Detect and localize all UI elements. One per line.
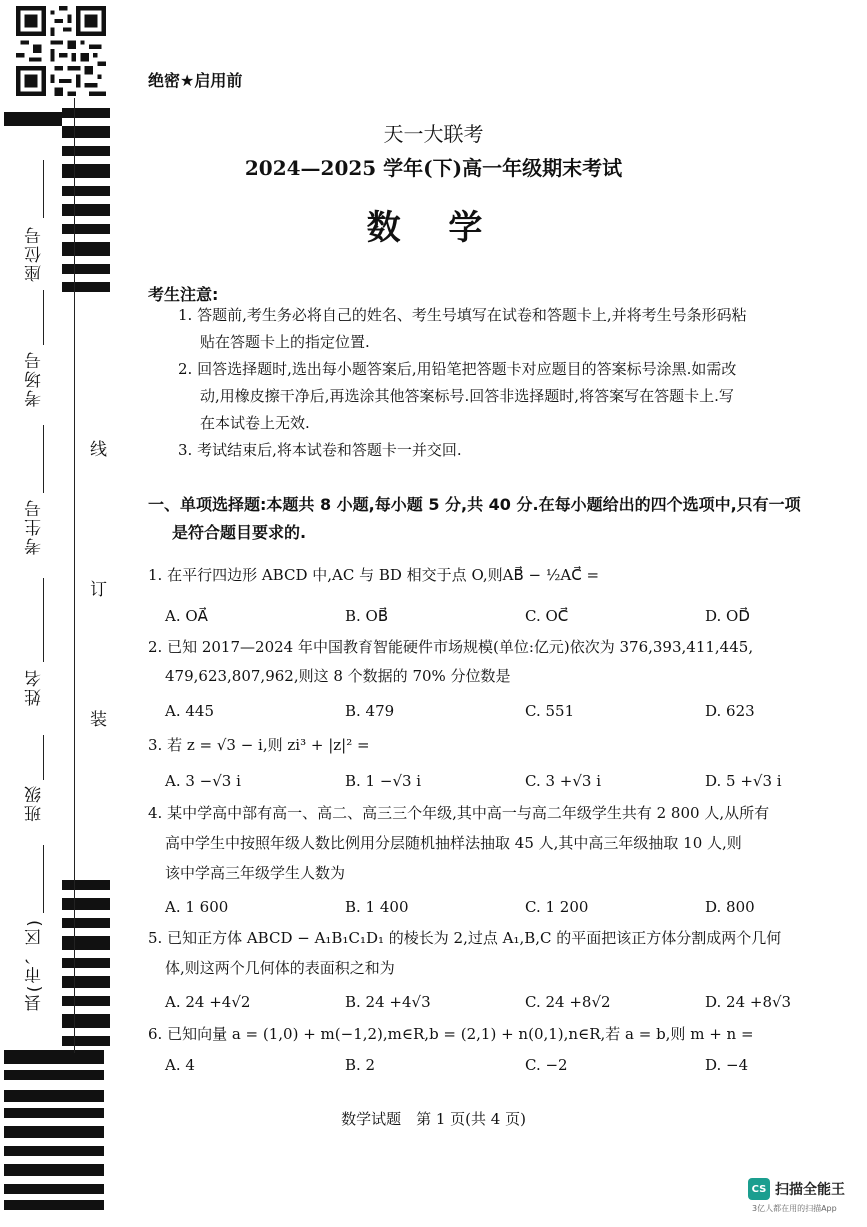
camscanner-icon: CS [748, 1178, 770, 1200]
q2-stem-2: 479,623,807,962,则这 8 个数据的 70% 分位数是 [165, 667, 511, 685]
id-field-label: 考生号 [25, 498, 45, 555]
q5-option-d: D. 24 +8√3 [705, 993, 792, 1011]
binding-char-staple: 订 [86, 580, 106, 597]
notice-item-2a: 2. 回答选择题时,选出每小题答案后,用铅笔把答题卡对应题目的答案标号涂黑.如需改 [178, 360, 737, 378]
room-field-line[interactable] [43, 290, 44, 345]
q2-stem-1: 2. 已知 2017—2024 年中国教育智能硬件市场规模(单位:亿元)依次为 376,393,411,445, [148, 638, 754, 656]
q3-option-a: A. 3 −√3 i [165, 772, 241, 790]
notice-item-3: 3. 考试结束后,将本试卷和答题卡一并交回. [178, 441, 462, 459]
subject-title: 数 学 [366, 208, 501, 248]
q2-option-b: B. 479 [345, 702, 395, 720]
q5-stem-2: 体,则这两个几何体的表面积之和为 [165, 959, 395, 977]
q4-option-b: B. 1 400 [345, 898, 409, 916]
q5-option-b: B. 24 +4√3 [345, 993, 431, 1011]
qr-code [16, 6, 106, 96]
name-field-line[interactable] [43, 578, 44, 662]
seat-field-label: 座位号 [25, 225, 45, 282]
page-footer: 数学试题 第 1 页(共 4 页) [341, 1110, 526, 1128]
q4-option-c: C. 1 200 [525, 898, 589, 916]
section1-line1: 一、单项选择题:本题共 8 小题,每小题 5 分,共 40 分.在每小题给出的四个选项中,只有一项 [148, 495, 801, 514]
class-field-label: 班级 [25, 784, 45, 822]
q1-option-b: B. OB⃗ [345, 607, 389, 625]
q2-option-c: C. 551 [525, 702, 575, 720]
q3-option-d: D. 5 +√3 i [705, 772, 782, 790]
q5-option-a: A. 24 +4√2 [165, 993, 251, 1011]
q1-option-c: C. OC⃗ [525, 607, 569, 625]
county-field-label: 县(市、区) [25, 918, 45, 1012]
binding-bar [4, 1164, 104, 1176]
section1-line2: 是符合题目要求的. [172, 523, 307, 542]
notice-item-2b: 动,用橡皮擦干净后,再选涂其他答案标号.回答非选择题时,将答案写在答题卡上.写 [200, 387, 734, 405]
binding-bar [4, 1200, 104, 1210]
q5-stem-1: 5. 已知正方体 ABCD − A₁B₁C₁D₁ 的棱长为 2,过点 A₁,B,C 的平面把该正方体分割成两个几何 [148, 929, 782, 947]
class-field-line[interactable] [43, 735, 44, 780]
scanner-tagline: 3亿人都在用的扫描App [752, 1204, 837, 1213]
q6-option-c: C. −2 [525, 1056, 568, 1074]
name-field-label: 姓名 [25, 668, 45, 706]
scanner-badge [748, 1178, 845, 1200]
room-field-label: 考场号 [25, 350, 45, 407]
exam-title: 2024—2025 学年(下)高一年级期末考试 [244, 156, 623, 180]
q6-option-b: B. 2 [345, 1056, 376, 1074]
binding-bar [4, 1184, 104, 1194]
q1-option-d: D. OD⃗ [705, 607, 750, 625]
q4-option-a: A. 1 600 [165, 898, 229, 916]
secret-label: 绝密★启用前 [148, 71, 243, 90]
id-field-line[interactable] [43, 425, 44, 493]
q6-option-d: D. −4 [705, 1056, 749, 1074]
q3-option-c: C. 3 +√3 i [525, 772, 602, 790]
q2-option-a: A. 445 [165, 702, 214, 720]
scanner-name: 扫描全能王 [775, 1182, 845, 1198]
q6-option-a: A. 4 [165, 1056, 195, 1074]
binding-bar [4, 1146, 104, 1156]
q3-stem: 3. 若 z = √3 − i,则 zi³ + |z|² = [148, 736, 370, 754]
q4-stem-3: 该中学高三年级学生人数为 [165, 864, 346, 882]
county-field-line[interactable] [43, 845, 44, 913]
q2-option-d: D. 623 [705, 702, 755, 720]
notice-item-2c: 在本试卷上无效. [200, 414, 310, 432]
binding-char-bind: 装 [86, 710, 106, 727]
q4-stem-2: 高中学生中按照年级人数比例用分层随机抽样法抽取 45 人,其中高三年级抽取 10 人,则 [165, 834, 742, 852]
binding-bar [4, 1050, 104, 1064]
binding-bar [4, 1090, 104, 1102]
q4-option-d: D. 800 [705, 898, 755, 916]
binding-char-line: 线 [86, 440, 106, 457]
exam-org: 天一大联考 [383, 122, 484, 146]
q3-option-b: B. 1 −√3 i [345, 772, 422, 790]
notice-item-1b: 贴在答题卡上的指定位置. [200, 333, 370, 351]
q1-option-a: A. OA⃗ [165, 607, 208, 625]
q1-stem: 1. 在平行四边形 ABCD 中,AC 与 BD 相交于点 O,则AB⃗ − ½AC⃗ = [148, 566, 600, 584]
q5-option-c: C. 24 +8√2 [525, 993, 611, 1011]
q4-stem-1: 4. 某中学高中部有高一、高二、高三三个年级,其中高一与高二年级学生共有 2 800 人,从所有 [148, 804, 770, 822]
notice-title: 考生注意: [148, 285, 219, 304]
q6-stem: 6. 已知向量 a = (1,0) + m(−1,2),m∈R,b = (2,1) + n(0,1),n∈R,若 a = b,则 m + n = [148, 1025, 754, 1043]
binding-bar [4, 1070, 104, 1080]
notice-item-1a: 1. 答题前,考生务必将自己的姓名、考生号填写在试卷和答题卡上,并将考生号条形码粘 [178, 306, 747, 324]
